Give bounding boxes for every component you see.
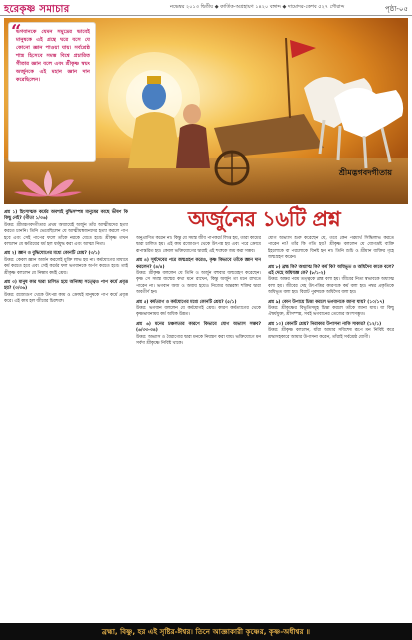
- answer-text: অনুপ্রাণিত করেন না। কিন্তু যে সমস্ত জীব পাপকর্মে লিপ্ত হয়, তারা কামের দ্বারা চালিত হয়। এই কাম রজোগুণ থেকে উৎপন্ন হয় এবং পরে ক্রোধে রূপান্তরিত হয়। কেবল ভক্তিযোগের দ্বারাই এই শত্রুকে জয় করা সম্ভব।: [136, 236, 261, 254]
- column-right: [268, 234, 394, 621]
- answer-text: উত্তর: শ্রীমদ্ভগবদগীতার প্রথম অধ্যায়েই অর্জুন তাঁর আত্মীয়দের হত্যা করতে চাননি। তিনি ভেবেছিলেন যে আত্মীয়স্বজনদের হত্যা করলে পাপ হবে এবং সেই পাপের ফলে তাঁকে নরকে যেতে হবে। শ্রীকৃষ্ণ তখন বললেন যে ক্ষত্রিয়ের ধর্ম হল ধর্মযুদ্ধ করা এবং আত্মা নিত্য।: [4, 222, 128, 248]
- footer-banner: [0, 623, 412, 640]
- question-text: প্রশ্ন ১) হিংসাত্মক কর্মের অবশ্যই বুদ্ধিসম্পন্ন মানুষের কাছে ভীষণ কি কিছু নেই? (গীতা ১/৩৬): [4, 210, 128, 222]
- question-text: প্রশ্ন ৬) মনের চঞ্চলতার কারণে কিভাবে যোগ অভ্যাস সম্ভব? (৬/৩৩-৩৪): [136, 321, 261, 334]
- question-text: প্রশ্ন ৩) মানুষ কার দ্বারা চালিত হয়ে অনিচ্ছা সত্ত্বেও পাপ কর্মে প্রবৃত্ত হয়? (৩/৩৬): [4, 280, 128, 292]
- page-header: [0, 0, 412, 16]
- question-text: প্রশ্ন ২) জ্ঞান ও বুদ্ধিযোগের মধ্যে কোনটি শ্রেয়? (৩/১): [4, 251, 100, 257]
- question-text: প্রশ্ন ৮) ব্রহ্ম কি? অধ্যাত্ম কি? কর্ম কি? অধিভূত ও অধিদৈব কাকে বলে? এই দেহে অধিযজ্ঞ কে? (৮/১-২): [268, 264, 394, 277]
- answer-text: উত্তর: শ্রীকৃষ্ণের বিভূতিসমূহ চিন্তা করলে তাঁকে জানা যায়। যা কিছু ঐশ্বর্যযুক্ত, শ্রীসম্পন্ন, সবই ভগবানের তেজের অংশসম্ভূত।: [268, 306, 394, 318]
- hero-banner: [4, 18, 408, 204]
- answer-text: যোগ অভ্যাস শুরু করেছেন যে, তবে কেন পরমার্থ সিদ্ধিলাভ করতে পারেন না? তাঁর কি গতি হয়? শ্রীকৃষ্ণ বললেন যে যোগভ্রষ্ট ব্যক্তি ইহলোকে বা পরলোকে বিনষ্ট হন না। তিনি শুচি ও শ্রীমান ব্যক্তির গৃহে জন্মগ্রহণ করেন।: [268, 236, 394, 261]
- pull-quote-text: ভগবানকে যেমন সমুদ্রের ভাবেই মানুষকে এই গ্রন্থে ঘরে বসে যে কোনো জ্ঞান পাওয়া যায়। সর্বশ্রেষ্ঠ শাস্ত্র হিসেবে সমস্ত বিশ্বে প্রচারিত গীতার জ্ঞান বলে এবং শ্রীকৃষ্ণ স্বয়ং অর্জুনকে এই মহান জ্ঞান দান করেছিলেন।: [16, 29, 90, 83]
- qa-block: [268, 265, 394, 297]
- qa-block: [268, 236, 394, 262]
- lotus-icon: [12, 168, 84, 198]
- qa-block: [136, 300, 261, 319]
- qa-block: [268, 322, 394, 341]
- qa-block: [136, 322, 261, 348]
- qa-block: [136, 258, 261, 296]
- question-text: প্রশ্ন ৫) কর্মত্যাগ ও কর্মযোগের মধ্যে কোনটি শ্রেয়? (৫/১): [136, 299, 237, 305]
- quote-mark-icon: “: [11, 21, 22, 42]
- answer-text: উত্তর: শ্রীকৃষ্ণ বললেন যে তিনি ও অর্জুন বহুবার জন্মগ্রহণ করেছেন। কৃষ্ণ সে সমস্ত জন্মের কথা মনে রাখেন, কিন্তু অর্জুন তা মনে রাখতে পারেন না। ভগবান অজ ও অব্যয় হয়েও নিজের অন্তরঙ্গা শক্তির দ্বারা অবতীর্ণ হন।: [136, 271, 261, 296]
- page-number: পৃষ্ঠা-০৫: [385, 5, 408, 13]
- article-subtitle: শ্রীমদ্ভগবদগীতায়: [338, 168, 392, 177]
- article-title: অর্জুনের ১৬টি প্রশ্ন: [188, 206, 341, 231]
- answer-text: উত্তর: শ্রীকৃষ্ণ বললেন, যাঁরা আমার সবিশেষ রূপে মন নিবিষ্ট করে শ্রদ্ধাসহকারে আমার উপাসনা করেন, তাঁরাই সর্বশ্রেষ্ঠ যোগী।: [268, 328, 394, 340]
- masthead-title: হরেকৃষ্ণ সমাচার: [4, 4, 70, 15]
- edition-info: নভেম্বর ২০১৩ দ্বিতীয় ◆ কার্তিক-অগ্রহায়ণ ১৪২০ বঙ্গাব্দ ◆ দামোদর-কেশব ৫২৭ গৌরাব্দ: [170, 4, 345, 10]
- question-text: প্রশ্ন ১০) কোনটি শ্রেয়? নিরাকার উপাসনা নাকি সাকার? (১২/১): [268, 321, 382, 327]
- qa-block: [4, 251, 128, 277]
- qa-block: [268, 300, 394, 319]
- pull-quote: [8, 22, 96, 162]
- qa-block: [4, 280, 128, 306]
- answer-text: উত্তর: অক্ষর পরম তত্ত্বকে ব্রহ্ম বলা হয়। জীবের নিত্য স্বভাবকে অধ্যাত্ম বলা হয়। জীবের দেহ উৎপত্তির কারণকে কর্ম বলা হয়। নশ্বর প্রকৃতিকে অধিভূত বলা হয়। বিরাট পুরুষকে অধিদৈব বলা হয়।: [268, 277, 394, 296]
- footer-verse: ব্রহ্মা, বিষ্ণু, হর এই সৃষ্টির-ঈশ্বর। তিনে আজ্ঞাকারী কৃষ্ণের, কৃষ্ণ-অধীশ্বর ॥: [101, 627, 311, 636]
- answer-text: উত্তর: রজোগুণ থেকে উৎপন্ন কাম ও ক্রোধই মানুষকে পাপ কর্মে প্রবৃত্ত করে। এই কাম হল জীবের চিরশত্রু।: [4, 292, 128, 305]
- answer-text: উত্তর: অভ্যাস ও বৈরাগ্যের দ্বারা মনকে নিয়ন্ত্রণ করা যায়। ভক্তিযোগে মন সর্বদা শ্রীকৃষ্ণে নিবিষ্ট থাকে।: [136, 334, 261, 347]
- qa-block: [4, 210, 128, 248]
- question-text: প্রশ্ন ৪) সূর্যদেবের পরে জন্মগ্রহণ করেও, কৃষ্ণ কিভাবে তাঁকে জ্ঞান দান করলেন? (৪/৪): [136, 258, 261, 270]
- column-left: [4, 208, 128, 621]
- question-text: প্রশ্ন ৯) কোন উপায়ে চিন্তা করলে ভগবানকে জানা যায়? (১০/১৭): [268, 299, 385, 305]
- qa-block: [136, 236, 261, 255]
- column-middle: [136, 234, 261, 621]
- answer-text: উত্তর: ভগবান বললেন যে কর্মযোগই শ্রেয়। কারণ কর্মত্যাগের থেকে কৃষ্ণভাবনাময় কর্ম অধিক উন্নত।: [136, 306, 261, 318]
- answer-text: উত্তর: কেবল জ্ঞান অর্জন করলেই মুক্তি লাভ হয় না। কর্মযোগের মাধ্যমে কর্ম করতে হবে এবং সেই কর্মের ফল ভগবানকে অর্পণ করতে হবে। তাই শ্রীকৃষ্ণ বললেন যে নিষ্কাম কর্মই শ্রেয়।: [4, 257, 128, 276]
